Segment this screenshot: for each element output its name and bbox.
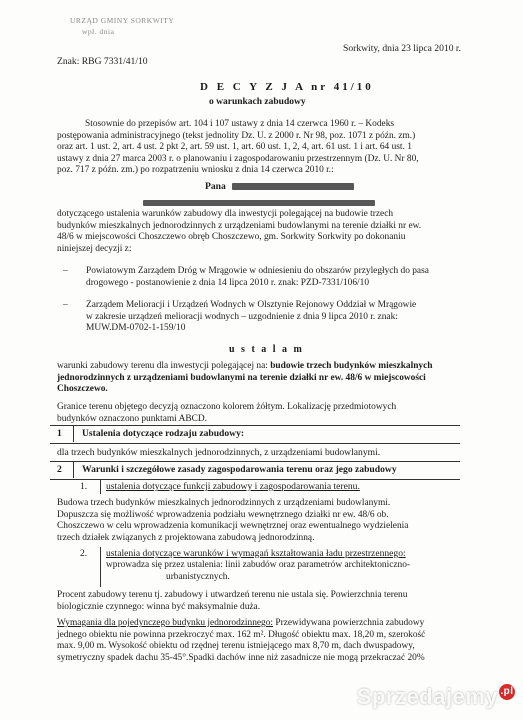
concerning-line: budynków mieszkalnych jednorodzinnych z urządzeniami budowlanymi na terenie działki nr ew. xyxy=(57,220,422,231)
decision-title: D E C Y Z J A nr 41/10 xyxy=(200,81,374,93)
subsection-1-line: Choszczewo w celu wprowadzenia komunikacji wewnętrznej oraz ewentualnego wydzielenia xyxy=(57,521,409,532)
intro-line: ustawy z dnia 27 marca 2003 r. o planowaniu i zagospodarowaniu przestrzennym (Dz. U. Nr 80, xyxy=(57,153,419,164)
section-1-title: Ustalenia dotyczące rodzaju zabudowy: xyxy=(82,428,245,439)
concerning-line: niniejszej decyzji z: xyxy=(57,243,132,254)
consultation-line: Zarządem Melioracji i Urządzeń Wodnych w Olsztynie Rejonowy Oddział w Mrągowie xyxy=(86,300,417,310)
subsection-1-line: Dopuszcza się możliwość wprowadzenia podziału wewnętrznego działki nr ew. 48/6 ob. xyxy=(57,509,389,520)
section-1-text: dla trzech budynków mieszkalnych jednorodzinnych, z urządzeniami budowlanymi. xyxy=(57,447,381,458)
legal-basis-paragraph xyxy=(57,119,469,177)
applicant-label: Pana xyxy=(205,181,226,192)
watermark-text: Sprzedajemy xyxy=(356,684,498,709)
decision-paragraph xyxy=(57,361,471,396)
intro-line: Stosownie do przepisów art. 104 i 107 ustawy z dnia 14 czerwca 1960 r. – Kodeks xyxy=(85,119,395,129)
subsection-2-paragraph xyxy=(106,560,470,583)
requirements-line: max. 9,00 m. Wysokość obiektu od rzędnej terenu istniejącego max 8,70 m, dach dwuspadowy, xyxy=(57,641,415,652)
subsection-2-title: ustalenia dotyczące warunków i wymagań kształtowania ładu przestrzennego: xyxy=(106,548,406,559)
subsection-2-number: 2. xyxy=(80,548,88,559)
decision-bold: budowie trzech budynków mieszkalnych xyxy=(267,361,433,371)
coverage-paragraph xyxy=(57,590,471,613)
boundary-line: Granice terenu objętego decyzją oznaczono kolorem żółtym. Lokalizację przedmiotowych xyxy=(57,402,397,412)
sprzedajemy-watermark xyxy=(357,684,515,710)
concerning-paragraph xyxy=(57,209,469,255)
section-divider xyxy=(73,425,74,442)
section-2-title: Warunki i szczegółowe zasady zagospodarowania terenu oraz jego zabudowy xyxy=(82,464,397,475)
subsection-1-line: trzech działek związanych z projektowana zabudową jednorodzinną. xyxy=(57,532,315,543)
subsection-1-title: ustalenia dotyczące funkcji zabudowy i zagospodarowania terenu. xyxy=(106,481,360,492)
subsection-1-number: 1. xyxy=(80,481,88,492)
coverage-line: biologicznie czynnego: winna być maksymalnie duża. xyxy=(57,601,261,612)
subsection-2-line: urbanistycznych. xyxy=(166,571,230,582)
office-stamp-line2: wpł. dnia xyxy=(82,27,115,36)
boundary-paragraph xyxy=(57,402,471,425)
concerning-line: dotyczącego ustalenia warunków zabudowy dla inwestycji polegającej na budowie trzech xyxy=(57,209,394,219)
reference-number: Znak: RBG 7331/41/10 xyxy=(57,56,148,67)
boundary-line: budynków oznaczono punktami ABCD. xyxy=(57,413,207,424)
requirements-label: Wymagania dla pojedynczego budynku jednorodzinnego: xyxy=(57,618,274,628)
decision-bold: Choszczewo. xyxy=(57,384,108,395)
consultation-item-1 xyxy=(86,266,470,289)
watermark-suffix: .pl xyxy=(499,684,515,700)
redacted-applicant-address xyxy=(143,200,375,206)
list-dash: – xyxy=(63,300,68,310)
subsection-1-line: Budowa trzech budynków mieszkalnych jednorodzinnych z urządzeniami budowlanymi. xyxy=(57,498,391,508)
subsection-divider xyxy=(100,480,101,494)
intro-line: poz. 717 z późn. zm.) po rozpatrzeniu wniosku z dnia 14 czerwca 2010 r.: xyxy=(57,165,334,176)
subsection-1-paragraph xyxy=(57,498,471,544)
consultation-item-2 xyxy=(86,300,470,335)
decision-bold: jednorodzinnych z urządzeniami budowlanymi na terenie działki nr ew. 48/6 w miejscowości xyxy=(57,372,426,383)
consultation-line: Powiatowym Zarządem Dróg w Mrągowie w odniesieniu do obszarów przyległych do pasa xyxy=(86,266,429,276)
requirements-text: Przewidywana powierzchnia zabudowy xyxy=(273,618,425,628)
requirements-line: symetryczny spadek dachu 35-45°.Spadki dachów inne niż zasadnicze nie mogą przekraczać 20% xyxy=(57,652,425,663)
subsection-2-line: wprowadza się przez ustalenia: linii zabudów oraz parametrów architektoniczno- xyxy=(106,560,411,570)
section-2-number: 2 xyxy=(57,464,62,475)
office-stamp-line1: URZĄD GMINY SORKWITY xyxy=(70,16,175,25)
applicant-block xyxy=(205,181,354,192)
decision-subtitle: o warunkach zabudowy xyxy=(209,97,306,107)
building-requirements-paragraph xyxy=(57,618,471,664)
intro-line: oraz art. 1 ust. 2, art. 4 ust. 2 pkt 2, art. 59 ust. 1, art. 60 ust. 1, 2, 4, art. 61 ust. 1 i art. 64 ust. 1 xyxy=(57,142,412,153)
list-dash: – xyxy=(63,266,68,276)
requirements-line: jednego obiektu nie powinna przekroczyć max. 162 m². Długość obiektu max. 18,20 m, szerokość xyxy=(57,629,426,640)
consultation-line: MUW.DM-0702-1-159/10 xyxy=(86,323,186,334)
city-date: Sorkwity, dnia 23 lipca 2010 r. xyxy=(343,43,461,54)
intro-line: postępowania administracyjnego (tekst jednolity Dz. U. z 2000 r. Nr 98, poz. 1071 z późn. zm.) xyxy=(57,130,416,141)
section-1-number: 1 xyxy=(57,428,62,439)
redacted-applicant-name xyxy=(232,183,354,190)
subsection-divider xyxy=(100,547,101,587)
concerning-line: 48/6 w miejscowości Choszczewo obręb Choszczewo, gm. Sorkwity Sorkwity po dokonaniu xyxy=(57,232,406,243)
ustalam-heading: u s t a l a m xyxy=(229,344,304,355)
decision-prefix: warunki zabudowy terenu dla inwestycji polegającej na: xyxy=(57,361,268,371)
coverage-line: Procent zabudowy terenu tj. zabudowy i utwardzeń terenu nie ustala się. Powierzchnia terenu xyxy=(57,590,408,600)
consultation-line: w zakresie urządzeń melioracji wodnych – uzgodnienie z dnia 9 lipca 2010 r. znak: xyxy=(86,311,398,322)
section-divider xyxy=(73,461,74,478)
consultation-line: drogowego - postanowienie z dnia 14 lipca 2010 r. znak: PZD-7331/106/10 xyxy=(86,277,370,288)
